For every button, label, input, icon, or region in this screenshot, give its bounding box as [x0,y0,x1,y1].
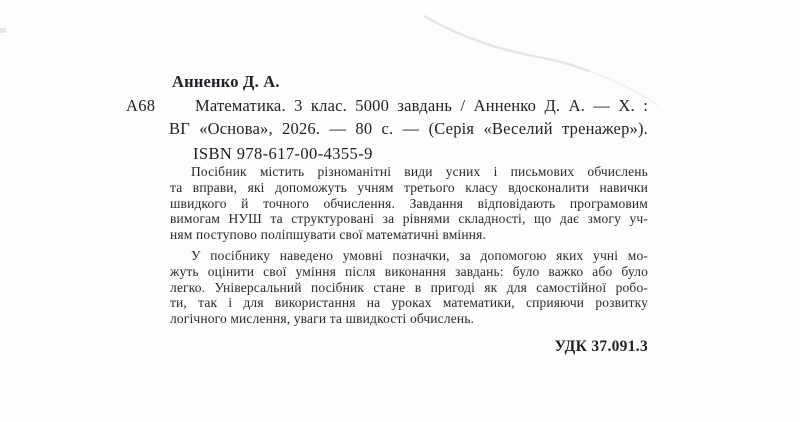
annotation-line: У посібнику наведено умовні позначки, за допомогою яких учні мо- [191,248,648,263]
isbn-number: ISBN 978-617-00-4355-9 [193,144,373,163]
bibliographic-entry-line-2: ВГ «Основа», 2026. — 80 с. — (Серія «Веселий тренажер»). [169,119,648,138]
annotation-line: ти, так і для використання на уроках математики, сприяючи розвитку [170,295,648,311]
annotation-line: та вправи, які допоможуть учням третього класу вдосконалити навички [170,179,648,195]
udc-classification: УДК 37.091.3 [554,338,648,355]
author-heading: Анненко Д. А. [172,72,280,91]
annotation-line: швидкого й точного обчислення. Завдання відповідають програмовим [170,195,648,211]
scan-speck [0,28,6,33]
annotation-line: логічного мислення, уваги та швидкості обчислень. [170,311,475,327]
annotation-line: ням поступово поліпшувати свої математичні вміння. [170,227,486,243]
annotation-line: Посібник містить різноманітні види усних і письмових обчислень [191,164,648,179]
annotation-paragraph-2 [170,248,648,327]
catalog-code: А68 [126,96,156,115]
annotation-line: вимогам НУШ та структуровані за рівнями складності, що дає змогу уч- [170,211,648,227]
scan-crease [424,16,589,71]
annotation-paragraph-1 [170,164,648,243]
bibliographic-entry-line-1: Математика. 3 клас. 5000 завдань / Анненко Д. А. — Х. : [195,96,648,115]
annotation-line: легко. Універсальний посібник стане в пригоді як для самостійної робо- [170,279,648,295]
annotation-line: жуть оцінити свої уміння після виконання завдань: було важко або було [170,263,648,279]
